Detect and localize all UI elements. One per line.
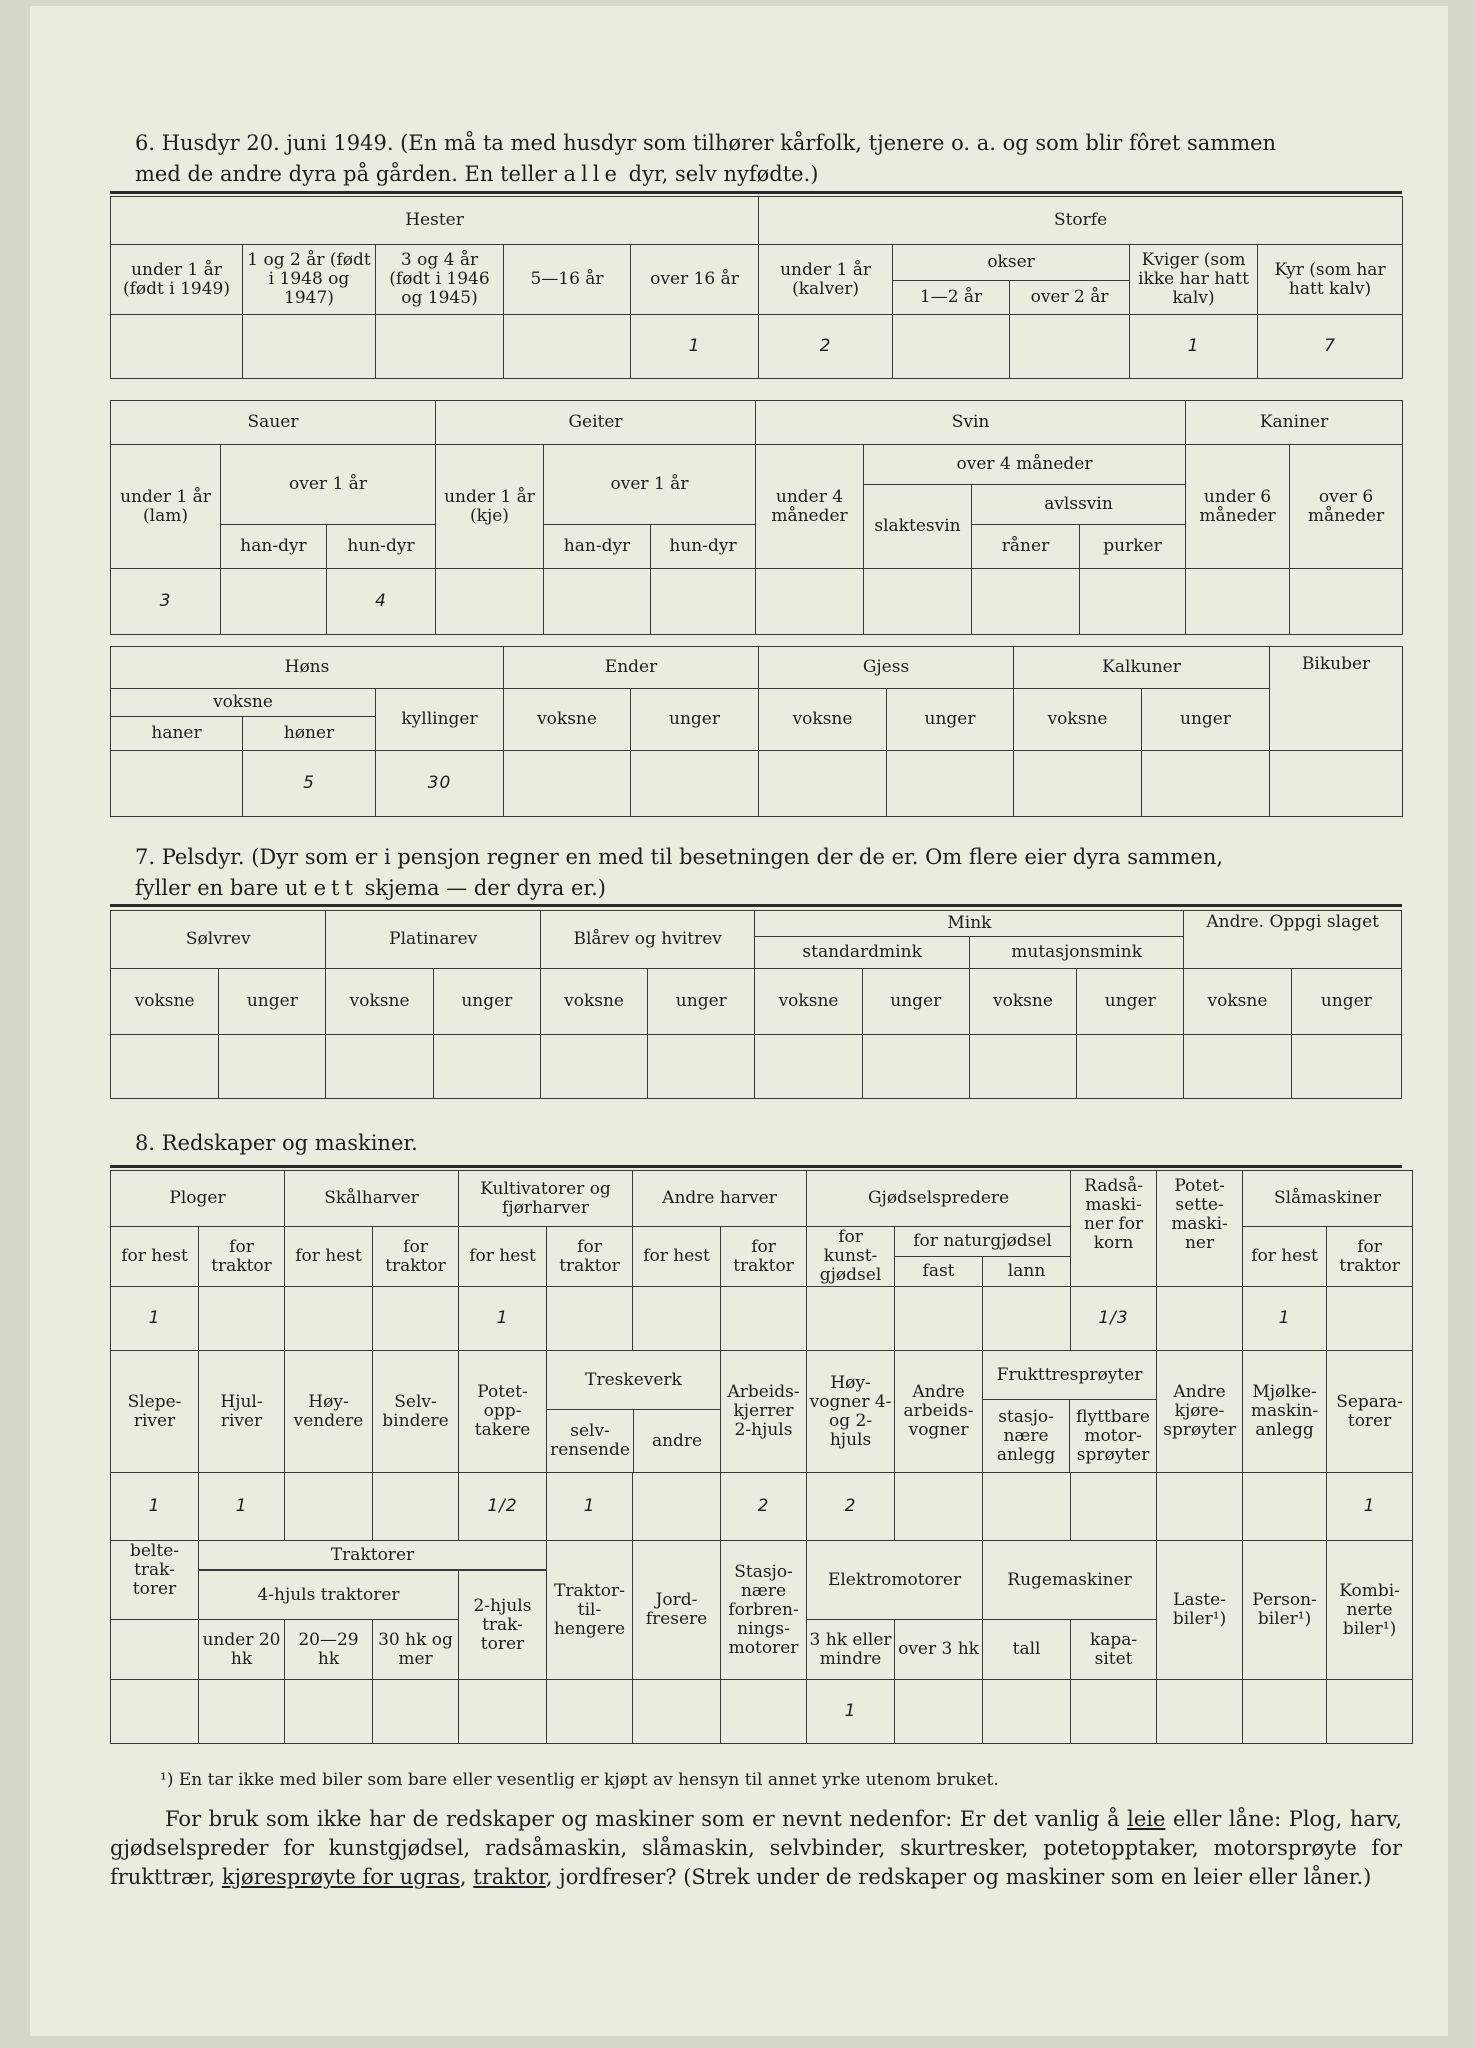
col-unger: unger (1077, 969, 1184, 1035)
value-cell[interactable] (893, 315, 1010, 379)
value-cell[interactable] (721, 1287, 807, 1351)
value-cell[interactable] (111, 315, 243, 379)
value-cell[interactable] (1071, 1680, 1157, 1744)
value-cell[interactable] (373, 1287, 459, 1351)
value-cell[interactable] (983, 1287, 1071, 1351)
col-lastebiler: Laste-biler¹) (1157, 1541, 1243, 1680)
value-cell[interactable]: 1 (547, 1473, 633, 1541)
value-cell[interactable] (111, 1035, 219, 1099)
value-cell[interactable]: 4 (327, 569, 436, 635)
col-voksne: voksne (540, 969, 647, 1035)
col-gjess-voksne: voksne (759, 689, 887, 751)
section-6-title-line2-end: dyr, selv nyfødte.) (628, 162, 819, 186)
section-8-top-rule (110, 1165, 1402, 1168)
para-kjoresproyte-underlined: kjøresprøyte for ugras (221, 1865, 460, 1889)
col-haner: haner (111, 717, 243, 751)
value-cell[interactable] (755, 1035, 862, 1099)
value-cell[interactable] (887, 751, 1014, 817)
section-8-title: 8. Redskaper og maskiner. (135, 1131, 418, 1155)
header-potetsettemaskiner: Potet-sette-maski-ner (1157, 1171, 1243, 1287)
value-cell[interactable] (111, 1680, 199, 1744)
section-6-title (135, 128, 1405, 190)
header-traktorer (199, 1541, 547, 1571)
col-voksne: voksne (755, 969, 862, 1035)
col-lann: lann (983, 1257, 1071, 1287)
col-stasjonaere-motorer: Stasjo-nære forbren-nings-motorer (721, 1541, 807, 1680)
col-voksne: voksne (1184, 969, 1291, 1035)
col-geit-over1: over 1 år (544, 445, 756, 525)
value-cell[interactable] (1184, 1035, 1291, 1099)
footnote: ¹) En tar ikke med biler som bare eller vesentlig er kjøpt av hensyn til annet yrke utenom bruket. (160, 1770, 999, 1790)
value-cell[interactable] (862, 1035, 969, 1099)
value-cell[interactable] (895, 1680, 983, 1744)
col-okser: okser (893, 245, 1130, 281)
value-cell[interactable] (199, 1680, 285, 1744)
col-okser-over2: over 2 år (1010, 281, 1130, 315)
col-sau-handyr: han-dyr (221, 525, 327, 569)
col-honer: høner (243, 717, 376, 751)
col-arbeidskjerrer: Arbeids-kjerrer 2-hjuls (721, 1351, 807, 1473)
col-separatorer: Separa-torer (1327, 1351, 1413, 1473)
header-elektromotorer: Elektromotorer (807, 1541, 983, 1620)
col-slepe-river: Slepe-river (111, 1351, 199, 1473)
col-andre-kjoresproyter: Andre kjøre-sprøyter (1157, 1351, 1243, 1473)
livestock-sheep-goats-pigs-table (110, 400, 1403, 635)
value-cell[interactable]: 1/3 (1071, 1287, 1157, 1351)
value-cell[interactable] (1157, 1680, 1243, 1744)
col-hester-3-4: 3 og 4 år (født i 1946 og 1945) (376, 245, 504, 315)
header-blarev: Blårev og hvitrev (540, 911, 754, 969)
value-cell[interactable]: 1 (459, 1287, 547, 1351)
value-cell[interactable] (972, 569, 1080, 635)
col-under-20hk: under 20 hk (199, 1620, 285, 1680)
section-7-title (135, 842, 1405, 904)
col-hoyvogner: Høy-vogner 4- og 2-hjuls (807, 1351, 895, 1473)
header-ender: Ender (504, 647, 759, 689)
col-stasjonaere-anlegg: stasjo-nære anlegg (983, 1400, 1070, 1472)
machinery-table-1 (110, 1170, 1413, 1744)
livestock-horses-cattle-table (110, 196, 1403, 379)
value-cell[interactable]: 1/2 (459, 1473, 547, 1541)
col-flyttbare-motorsproyter: flyttbare motor-sprøyter (1076, 1406, 1150, 1465)
col-geit-handyr: han-dyr (544, 525, 651, 569)
col-kalkun-voksne: voksne (1014, 689, 1142, 751)
value-cell[interactable] (1186, 569, 1290, 635)
value-cell[interactable] (1270, 751, 1403, 817)
col-voksne: voksne (969, 969, 1076, 1035)
col-for-traktor: for traktor (547, 1227, 633, 1287)
value-cell[interactable] (221, 569, 327, 635)
section-7-top-rule (110, 904, 1402, 907)
value-cell[interactable] (1071, 1473, 1157, 1541)
col-treskeverk-andre: andre (651, 1430, 703, 1451)
value-cell[interactable] (1142, 751, 1270, 817)
value-cell[interactable] (1157, 1473, 1243, 1541)
value-cell[interactable] (895, 1287, 983, 1351)
value-cell[interactable] (864, 569, 972, 635)
col-for-traktor: for traktor (373, 1227, 459, 1287)
value-cell[interactable] (433, 1035, 540, 1099)
value-cell[interactable]: 2 (807, 1473, 895, 1541)
col-fast: fast (895, 1257, 983, 1287)
header-platinarev: Platinarev (326, 911, 540, 969)
col-personbiler: Person-biler¹) (1243, 1541, 1327, 1680)
col-mjolkemaskinanlegg: Mjølke-maskin-anlegg (1243, 1351, 1327, 1473)
value-cell[interactable]: 30 (376, 751, 504, 817)
col-frukttresproyter (983, 1351, 1157, 1473)
header-mink: Mink (755, 911, 1184, 937)
value-cell[interactable] (285, 1473, 373, 1541)
rental-question-paragraph (110, 1805, 1402, 1892)
col-voksne: voksne (111, 969, 219, 1035)
col-for-hest: for hest (1243, 1227, 1327, 1287)
value-cell[interactable] (376, 315, 504, 379)
value-cell[interactable] (459, 1680, 547, 1744)
col-hester-under1: under 1 år (født i 1949) (111, 245, 243, 315)
value-cell[interactable] (1080, 569, 1186, 635)
col-hjul-river: Hjul-river (199, 1351, 285, 1473)
value-cell[interactable] (219, 1035, 326, 1099)
fur-animals-table (110, 910, 1402, 1099)
header-svin: Svin (756, 401, 1186, 445)
col-treskeverk (547, 1351, 721, 1473)
col-rugemaskin-kapasitet: kapa-sitet (1071, 1620, 1157, 1680)
section-7-title-line2-end: skjema — der dyra er.) (364, 876, 606, 900)
col-unger: unger (1291, 969, 1401, 1035)
value-cell[interactable] (540, 1035, 647, 1099)
value-cell[interactable] (631, 751, 759, 817)
value-cell[interactable] (633, 1473, 721, 1541)
col-kanin-under6: under 6 måneder (1186, 445, 1290, 569)
col-selvbindere: Selv-bindere (373, 1351, 459, 1473)
value-cell[interactable]: 5 (243, 751, 376, 817)
col-kanin-over6: over 6 måneder (1290, 445, 1403, 569)
col-for-hest: for hest (111, 1227, 199, 1287)
col-unger: unger (862, 969, 969, 1035)
header-gjodselspredere: Gjødselspredere (807, 1171, 1071, 1227)
value-cell[interactable] (807, 1287, 895, 1351)
value-cell[interactable] (1243, 1680, 1327, 1744)
col-for-traktor: for traktor (199, 1227, 285, 1287)
value-cell[interactable] (243, 315, 376, 379)
header-kaniner: Kaniner (1186, 401, 1403, 445)
col-sau-over1: over 1 år (221, 445, 436, 525)
col-kyllinger: kyllinger (376, 689, 504, 751)
header-traktorer-label: Traktorer (199, 1541, 546, 1570)
col-slaktesvin: slaktesvin (864, 485, 972, 569)
col-beltetraktorer-spacer (111, 1620, 199, 1680)
value-cell[interactable] (1327, 1680, 1413, 1744)
col-hons-voksne: voksne (111, 689, 376, 717)
value-cell[interactable] (759, 751, 887, 817)
col-20-29hk: 20—29 hk (285, 1620, 373, 1680)
section-7-title-emph: ett (313, 876, 358, 900)
value-cell[interactable] (285, 1680, 373, 1744)
header-ploger: Ploger (111, 1171, 285, 1227)
value-cell[interactable] (285, 1287, 373, 1351)
col-beltetraktorer: belte-trak-torer (111, 1541, 199, 1620)
value-cell[interactable] (504, 315, 631, 379)
col-ender-unger: unger (631, 689, 759, 751)
livestock-poultry-table (110, 646, 1403, 817)
value-cell[interactable]: 7 (1258, 315, 1403, 379)
col-hester-1-2: 1 og 2 år (født i 1948 og 1947) (243, 245, 376, 315)
col-selvrensende: selv-rensende (547, 1410, 634, 1472)
value-cell[interactable]: 1 (111, 1287, 199, 1351)
value-cell[interactable] (199, 1287, 285, 1351)
col-for-traktor: for traktor (1327, 1227, 1413, 1287)
col-okser-1-2: 1—2 år (893, 281, 1010, 315)
header-slamaskiner: Slåmaskiner (1243, 1171, 1413, 1227)
col-for-traktor: for traktor (721, 1227, 807, 1287)
col-geit-hundyr: hun-dyr (651, 525, 756, 569)
value-cell[interactable]: 1 (199, 1473, 285, 1541)
section-7-title-line2: fyller en bare ut (135, 876, 307, 900)
col-unger: unger (648, 969, 755, 1035)
value-cell[interactable] (648, 1035, 755, 1099)
header-kultivatorer: Kultivatorer og fjørharver (459, 1171, 633, 1227)
col-treskeverk-label: Treskeverk (547, 1351, 720, 1410)
col-raner: råner (972, 525, 1080, 569)
value-cell[interactable]: 1 (807, 1680, 895, 1744)
value-cell[interactable] (436, 569, 544, 635)
col-svin-under4: under 4 måneder (756, 445, 864, 569)
value-cell[interactable] (633, 1287, 721, 1351)
value-cell[interactable] (983, 1680, 1071, 1744)
value-cell[interactable] (1010, 315, 1130, 379)
value-cell[interactable]: 2 (721, 1473, 807, 1541)
col-30hk-og-mer: 30 hk og mer (373, 1620, 459, 1680)
header-hester: Hester (111, 197, 759, 245)
col-2-hjuls-traktorer: 2-hjuls trak-torer (459, 1571, 547, 1680)
header-radsamaskiner: Radså-maski-ner for korn (1071, 1171, 1157, 1287)
section-6-top-rule (110, 191, 1402, 194)
col-andre-arbeidsvogner: Andre arbeids-vogner (895, 1351, 983, 1473)
value-cell[interactable] (1157, 1287, 1243, 1351)
header-geiter: Geiter (436, 401, 756, 445)
col-hester-over16: over 16 år (631, 245, 759, 315)
value-cell[interactable] (651, 569, 756, 635)
value-cell[interactable]: 1 (1327, 1473, 1413, 1541)
para-text-c: , (459, 1865, 467, 1889)
header-hons: Høns (111, 647, 504, 689)
col-for-kunstgjodsel: for kunst-gjødsel (807, 1227, 895, 1287)
header-sauer: Sauer (111, 401, 436, 445)
value-cell[interactable]: 1 (631, 315, 759, 379)
col-avlssvin: avlssvin (972, 485, 1186, 525)
header-4-hjuls-traktorer: 4-hjuls traktorer (199, 1571, 459, 1620)
col-unger: unger (433, 969, 540, 1035)
col-kombinerte-biler: Kombi-nerte biler¹) (1327, 1541, 1413, 1680)
para-traktor-underlined: traktor (473, 1865, 546, 1889)
value-cell[interactable] (1327, 1287, 1413, 1351)
value-cell[interactable]: 1 (1243, 1287, 1327, 1351)
value-cell[interactable] (1014, 751, 1142, 817)
col-kyr: Kyr (som har hatt kalv) (1258, 245, 1403, 315)
section-7-title-line1: 7. Pelsdyr. (Dyr som er i pensjon regner en med til besetningen der de er. Om flere eier dyra sammen, (135, 845, 1224, 869)
value-cell[interactable] (721, 1680, 807, 1744)
header-bikuber: Bikuber (1270, 647, 1403, 751)
col-for-hest: for hest (633, 1227, 721, 1287)
value-cell[interactable] (373, 1680, 459, 1744)
value-cell[interactable] (895, 1473, 983, 1541)
header-andre-pelsdyr: Andre. Oppgi slaget (1184, 911, 1402, 969)
value-cell[interactable] (756, 569, 864, 635)
value-cell[interactable] (1077, 1035, 1184, 1099)
value-cell[interactable] (504, 751, 631, 817)
header-andre-harver: Andre harver (633, 1171, 807, 1227)
col-kalkun-unger: unger (1142, 689, 1270, 751)
col-sau-hundyr: hun-dyr (327, 525, 436, 569)
value-cell[interactable] (111, 751, 243, 817)
para-text-d: , jordfreser? (Strek under de redskaper og maskiner som en leier eller låner.) (545, 1865, 1372, 1889)
header-rugemaskiner: Rugemaskiner (983, 1541, 1157, 1620)
col-ender-voksne: voksne (504, 689, 631, 751)
section-6-title-emph: alle (563, 162, 622, 186)
col-standardmink: standardmink (755, 937, 969, 969)
col-storfe-kalver: under 1 år (kalver) (759, 245, 893, 315)
value-cell[interactable] (1243, 1473, 1327, 1541)
col-hoyvendere: Høy-vendere (285, 1351, 373, 1473)
col-mutasjonsmink: mutasjonsmink (969, 937, 1184, 969)
header-solvrev: Sølvrev (111, 911, 326, 969)
col-hester-5-16: 5—16 år (504, 245, 631, 315)
value-cell[interactable] (969, 1035, 1076, 1099)
header-storfe: Storfe (759, 197, 1403, 245)
col-voksne: voksne (326, 969, 433, 1035)
col-kviger: Kviger (som ikke har hatt kalv) (1130, 245, 1258, 315)
value-cell[interactable] (983, 1473, 1071, 1541)
value-cell[interactable] (633, 1680, 721, 1744)
col-kje: under 1 år (kje) (436, 445, 544, 569)
col-potetopptakere: Potet-opp-takere (459, 1351, 547, 1473)
col-purker: purker (1080, 525, 1186, 569)
col-rugemaskin-tall: tall (983, 1620, 1071, 1680)
section-6-title-line2: med de andre dyra på gården. En teller (135, 162, 557, 186)
col-lam: under 1 år (lam) (111, 445, 221, 569)
header-kalkuner: Kalkuner (1014, 647, 1270, 689)
col-jordfresere: Jord-fresere (633, 1541, 721, 1680)
col-for-hest: for hest (459, 1227, 547, 1287)
header-gjess: Gjess (759, 647, 1014, 689)
col-gjess-unger: unger (887, 689, 1014, 751)
col-for-naturgjodsel: for naturgjødsel (895, 1227, 1071, 1257)
value-cell[interactable] (326, 1035, 433, 1099)
col-unger: unger (219, 969, 326, 1035)
value-cell[interactable] (1290, 569, 1403, 635)
col-svin-over4: over 4 måneder (864, 445, 1186, 485)
col-over-3hk: over 3 hk (895, 1620, 983, 1680)
col-3hk-eller-mindre: 3 hk eller mindre (807, 1620, 895, 1680)
value-cell[interactable] (1291, 1035, 1401, 1099)
para-leie-underlined: leie (1127, 1807, 1166, 1831)
col-for-hest: for hest (285, 1227, 373, 1287)
value-cell[interactable] (547, 1287, 633, 1351)
section-6-title-line1: 6. Husdyr 20. juni 1949. (En må ta med husdyr som tilhører kårfolk, tjenere o. a. og som blir fôret sammen (135, 131, 1277, 155)
value-cell[interactable]: 1 (1130, 315, 1258, 379)
value-cell[interactable] (373, 1473, 459, 1541)
para-text-b: eller låne: Plog, harv, gjødselspreder for kunstgjødsel, radsåmaskin, slåmaskin, selvbinder, skurtresker, potetopptaker, motorsprøyte for frukttrær, (110, 1807, 1402, 1889)
value-cell[interactable]: 2 (759, 315, 893, 379)
header-skalharver: Skålharver (285, 1171, 459, 1227)
value-cell[interactable] (547, 1680, 633, 1744)
col-frukttresproyter-label: Frukttresprøyter (983, 1351, 1156, 1400)
para-text-a: For bruk som ikke har de redskaper og maskiner som er nevnt nedenfor: Er det vanlig å (165, 1807, 1120, 1831)
value-cell[interactable] (544, 569, 651, 635)
col-traktortilhengere: Traktor-til-hengere (547, 1541, 633, 1680)
value-cell[interactable]: 3 (111, 569, 221, 635)
value-cell[interactable]: 1 (111, 1473, 199, 1541)
